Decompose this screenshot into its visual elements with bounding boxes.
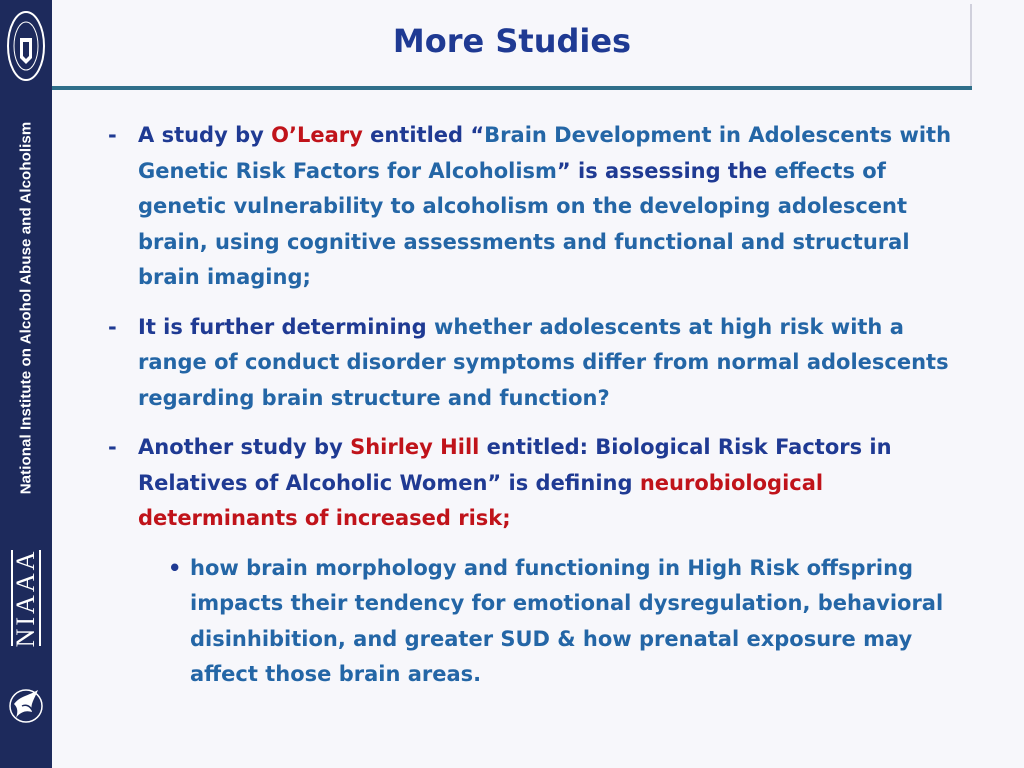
- highlight-text: neurobiological determinants of increased risk;: [138, 470, 824, 530]
- dash-marker: -: [108, 123, 117, 147]
- author-name: O’Leary: [271, 123, 363, 147]
- title-divider: [52, 86, 972, 90]
- item-text: Another study by: [138, 435, 351, 459]
- dash-marker: -: [108, 435, 117, 459]
- acronym: NIAAA: [11, 548, 40, 648]
- slide-title: More Studies: [392, 22, 632, 60]
- list-item: [108, 430, 968, 537]
- hhs-eagle-icon: [8, 682, 44, 730]
- slide-content: [108, 118, 968, 693]
- title-frame-edge: [970, 4, 972, 86]
- author-name: Shirley Hill: [350, 435, 480, 459]
- item-text: entitled: Biological Risk Factors in Relatives of Alcoholic Women” is defining: [138, 435, 892, 495]
- study-title: Brain Development in Adolescents with Genetic Risk Factors for Alcoholism: [138, 123, 952, 183]
- item-text: whether adolescents at high risk with a range of conduct disorder symptoms differ from normal adolescents regarding brain structure and function?: [138, 314, 949, 410]
- list-item: [108, 118, 968, 296]
- item-text: entitled “: [362, 123, 485, 147]
- item-text: It is further determining: [138, 314, 434, 339]
- sidebar: [0, 0, 52, 768]
- item-text: A study by: [138, 123, 272, 147]
- item-text: effects of genetic vulnerability to alcoholism on the developing adolescent brain, using cognitive assessments and functional and structural brain imaging;: [138, 158, 910, 289]
- nih-seal-icon: [6, 8, 46, 84]
- dash-marker: -: [108, 314, 117, 339]
- org-name: National Institute on Alcohol Abuse and Alcoholism: [17, 121, 35, 495]
- item-text: ” is assessing the: [556, 158, 775, 183]
- list-item: [108, 310, 968, 417]
- sub-list-item: [108, 551, 968, 693]
- sub-item-text: how brain morphology and functioning in High Risk offspring impacts their tendency for emotional dysregulation, behavioral disinhibition, and greater SUD & how prenatal exposure may affect those brain areas.: [190, 555, 944, 686]
- bullet-marker: •: [168, 555, 182, 580]
